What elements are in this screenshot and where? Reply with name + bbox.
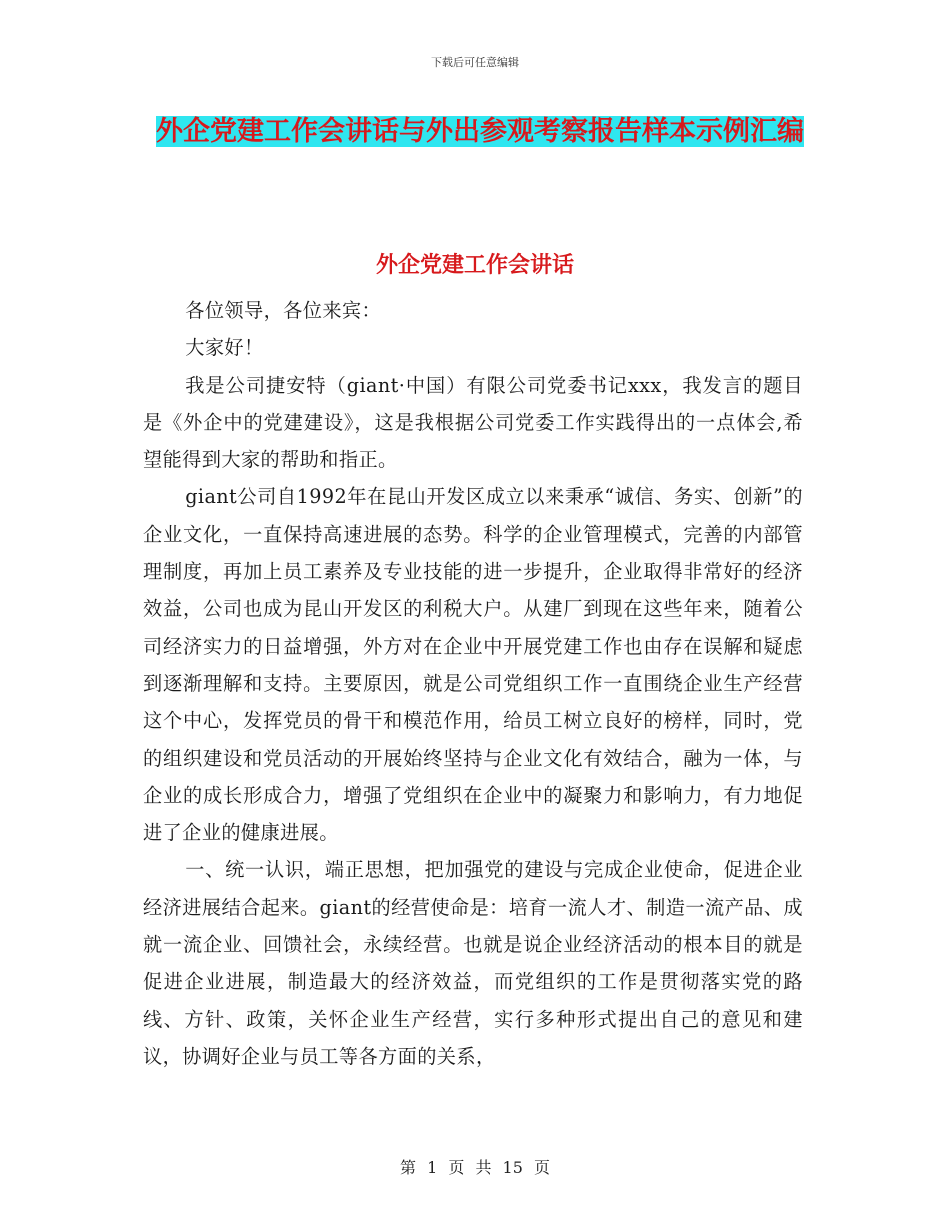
document-title-text: 外企党建工作会讲话与外出参观考察报告样本示例汇编	[156, 116, 804, 147]
document-title	[150, 110, 810, 154]
header-note: 下载后可任意编辑	[431, 56, 519, 69]
paragraph-hello: 大家好！	[185, 336, 264, 360]
paragraph-company: giant公司自1992年在昆山开发区成立以来秉承“诚信、务实、创新”的企业文化，一直保持高速进展的态势。科学的企业管理模式，完善的内部管理制度，再加上员工素养及专业技能的进一步提升，企业取得非常好的经济效益，公司也成为昆山开发区的利税大户。从建厂到现在这些年来，随着公司经济实力的日益增强，外方对在企业中开展党建工作也由存在误解和疑虑到逐渐理解和支持。主要原因，就是公司党组织工作一直围绕企业生产经营这个中心，发挥党员的骨干和模范作用，给员工树立良好的榜样，同时，党的组织建设和党员活动的开展始终坚持与企业文化有效结合，融为一体，与企业的成长形成合力，增强了党组织在企业中的凝聚力和影响力，有力地促进了企业的健康进展。	[143, 485, 803, 845]
paragraph-section-one: 一、统一认识，端正思想，把加强党的建设与完成企业使命，促进企业经济进展结合起来。giant的经营使命是：培育一流人才、制造一流产品、成就一流企业、回馈社会，永续经营。也就是说企业经济活动的根本目的就是促进企业进展，制造最大的经济效益，而党组织的工作是贯彻落实党的路线、方针、政策，关怀企业生产经营，实行多种形式提出自己的意见和建议，协调好企业与员工等各方面的关系，	[143, 858, 803, 1068]
section-title: 外企党建工作会讲话	[375, 253, 574, 278]
page-number: 第 1 页 共 15 页	[400, 1158, 550, 1177]
paragraph-intro: 我是公司捷安特（giant·中国）有限公司党委书记xxx，我发言的题目是《外企中的党建建设》，这是我根据公司党委工作实践得出的一点体会,希望能得到大家的帮助和指正。	[143, 373, 803, 472]
document-body	[143, 292, 803, 1075]
paragraph-greeting: 各位领导，各位来宾：	[185, 299, 382, 322]
